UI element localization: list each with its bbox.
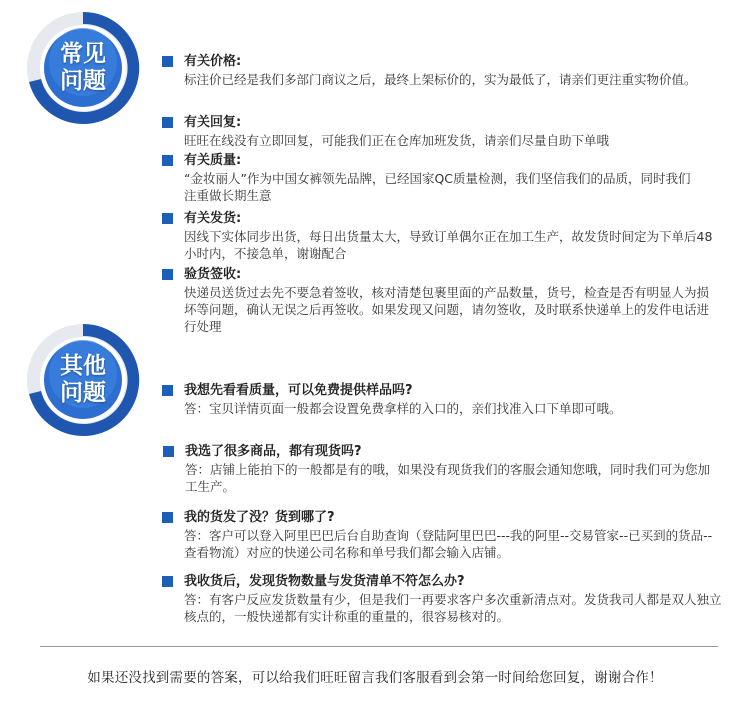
other-answer: 答：店铺上能拍下的一般都是有的哦，如果没有现货我们的客服会通知您哦，同时我们可为您加工生产。 [185, 462, 711, 494]
faq-question: 有关价格: [162, 53, 702, 70]
faq-answer: 快递员送货过去先不要急着签收，核对清楚包裹里面的产品数量，货号，检查是否有明显人为损坏等问题，确认无误之后再签收。如果发现又问题，请勿签收，及时联系快递单上的发件电话进行处理 [184, 285, 710, 334]
faq-answer: “金妆丽人”作为中国女裤领先品牌，已经国家QC质量检测，我们坚信我们的品质，同时我们注重做长期生意 [184, 171, 691, 203]
other-item-stock [163, 443, 719, 495]
other-question: 我选了很多商品，都有现货吗? [163, 443, 719, 460]
footer-divider [40, 646, 718, 647]
common-questions-badge [25, 10, 141, 126]
other-question: 我想先看看质量，可以免费提供样品吗? [162, 382, 718, 399]
faq-question: 有关回复: [162, 114, 702, 131]
faq-item-price [162, 53, 702, 88]
other-item-sample [162, 382, 718, 417]
other-questions-badge [25, 322, 141, 438]
other-item-tracking [162, 509, 718, 561]
faq-question: 验货签收: [162, 266, 714, 283]
other-answer: 答：客户可以登入阿里巴巴后台自助查询（登陆阿里巴巴---我的阿里--交易管家--已买到的货品--查看物流）对应的快递公司名称和单号我们都会输入店铺。 [184, 528, 713, 560]
faq-item-shipping [162, 210, 714, 262]
badge-title: 其他 问题 [60, 353, 106, 406]
badge-title: 常见 问题 [60, 41, 106, 94]
footer-note: 如果还没找到需要的答案，可以给我们旺旺留言我们客服看到会第一时间给您回复，谢谢合作！ [87, 670, 663, 686]
faq-answer: 标注价已经是我们多部门商议之后，最终上架标价的，实为最低了，请亲们更注重实物价值。 [184, 72, 697, 87]
other-item-quantity [162, 573, 727, 625]
faq-question: 有关质量: [162, 152, 702, 169]
faq-answer: 因线下实体同步出货，每日出货量太大，导致订单偶尔正在加工生产，故发货时间定为下单后48小时内，不接急单，谢谢配合 [184, 229, 713, 261]
faq-item-reply [162, 114, 702, 149]
faq-item-inspection [162, 266, 714, 335]
other-question: 我收货后，发现货物数量与发货清单不符怎么办? [162, 573, 727, 590]
faq-answer: 旺旺在线没有立即回复，可能我们正在仓库加班发货，请亲们尽量自助下单哦 [184, 133, 610, 148]
faq-question: 有关发货: [162, 210, 714, 227]
other-question: 我的货发了没？货到哪了? [162, 509, 718, 526]
other-answer: 答：有客户反应发货数量有少，但是我们一再要求客户多次重新清点对。发货我司人都是双人独立核点的，一般快递都有实计称重的重量的，很容易核对的。 [184, 592, 722, 624]
faq-item-quality [162, 152, 702, 204]
other-answer: 答：宝贝详情页面一般都会设置免费拿样的入口的，亲们找准入口下单即可哦。 [184, 401, 622, 416]
